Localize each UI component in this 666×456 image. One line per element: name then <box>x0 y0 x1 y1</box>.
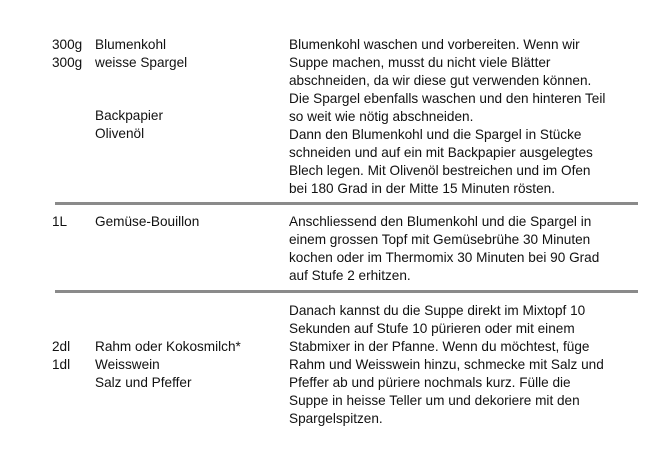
instruction-text <box>289 36 605 198</box>
instruction-line: Blumenkohl waschen und vorbereiten. Wenn wir <box>289 37 580 52</box>
instruction-line: kochen oder im Thermomix 30 Minuten bei 90 Grad <box>289 250 600 265</box>
instruction-line: Dann den Blumenkohl und die Spargel in Stücke <box>289 127 582 142</box>
section-divider <box>55 202 638 205</box>
instruction-line: Suppe machen, musst du nicht viele Blätter <box>289 55 551 70</box>
ingredient-quantity: 1dl <box>52 357 71 372</box>
ingredient-name: Blumenkohl <box>95 37 167 52</box>
instruction-line: so weit wie nötig abschneiden. <box>289 109 474 124</box>
instruction-line: Die Spargel ebenfalls waschen und den hinteren Teil <box>289 91 606 106</box>
instruction-line: bei 180 Grad in der Mitte 15 Minuten rösten. <box>289 181 555 196</box>
instruction-text <box>289 213 599 285</box>
instruction-line: Spargelspitzen. <box>289 411 383 426</box>
instruction-line: Danach kannst du die Suppe direkt im Mixtopf 10 <box>289 303 586 318</box>
ingredient-name: Rahm oder Kokosmilch* <box>95 339 241 354</box>
ingredient-name: Backpapier <box>95 108 164 123</box>
instruction-line: Sekunden auf Stufe 10 pürieren oder mit einem <box>289 321 575 336</box>
instruction-line: Suppe in heisse Teller um und dekoriere mit den <box>289 393 580 408</box>
ingredient-name: weisse Spargel <box>95 55 188 70</box>
instruction-text <box>289 302 604 428</box>
ingredient-quantity: 300g <box>52 55 83 70</box>
instruction-line: Anschliessend den Blumenkohl und die Spargel in <box>289 214 592 229</box>
ingredient-name: Olivenöl <box>95 126 145 141</box>
instruction-line: auf Stufe 2 erhitzen. <box>289 268 411 283</box>
ingredient-name: Weisswein <box>95 357 160 372</box>
ingredient-name: Salz und Pfeffer <box>95 375 192 390</box>
ingredient-quantity: 300g <box>52 37 83 52</box>
instruction-line: abschneiden, da wir diese gut verwenden können. <box>289 73 592 88</box>
instruction-line: schneiden und auf ein mit Backpapier ausgelegtes <box>289 145 593 160</box>
instruction-line: Stabmixer in der Pfanne. Wenn du möchtest, füge <box>289 339 590 354</box>
instruction-line: Rahm und Weisswein hinzu, schmecke mit Salz und <box>289 357 604 372</box>
ingredient-quantity: 2dl <box>52 339 71 354</box>
section-divider <box>55 290 638 293</box>
instruction-line: einem grossen Topf mit Gemüsebrühe 30 Minuten <box>289 232 591 247</box>
ingredient-name: Gemüse-Bouillon <box>95 214 200 229</box>
ingredient-quantity: 1L <box>52 214 68 229</box>
instruction-line: Blech legen. Mit Olivenöl bestreichen und im Ofen <box>289 163 591 178</box>
instruction-line: Pfeffer ab und püriere nochmals kurz. Fülle die <box>289 375 571 390</box>
